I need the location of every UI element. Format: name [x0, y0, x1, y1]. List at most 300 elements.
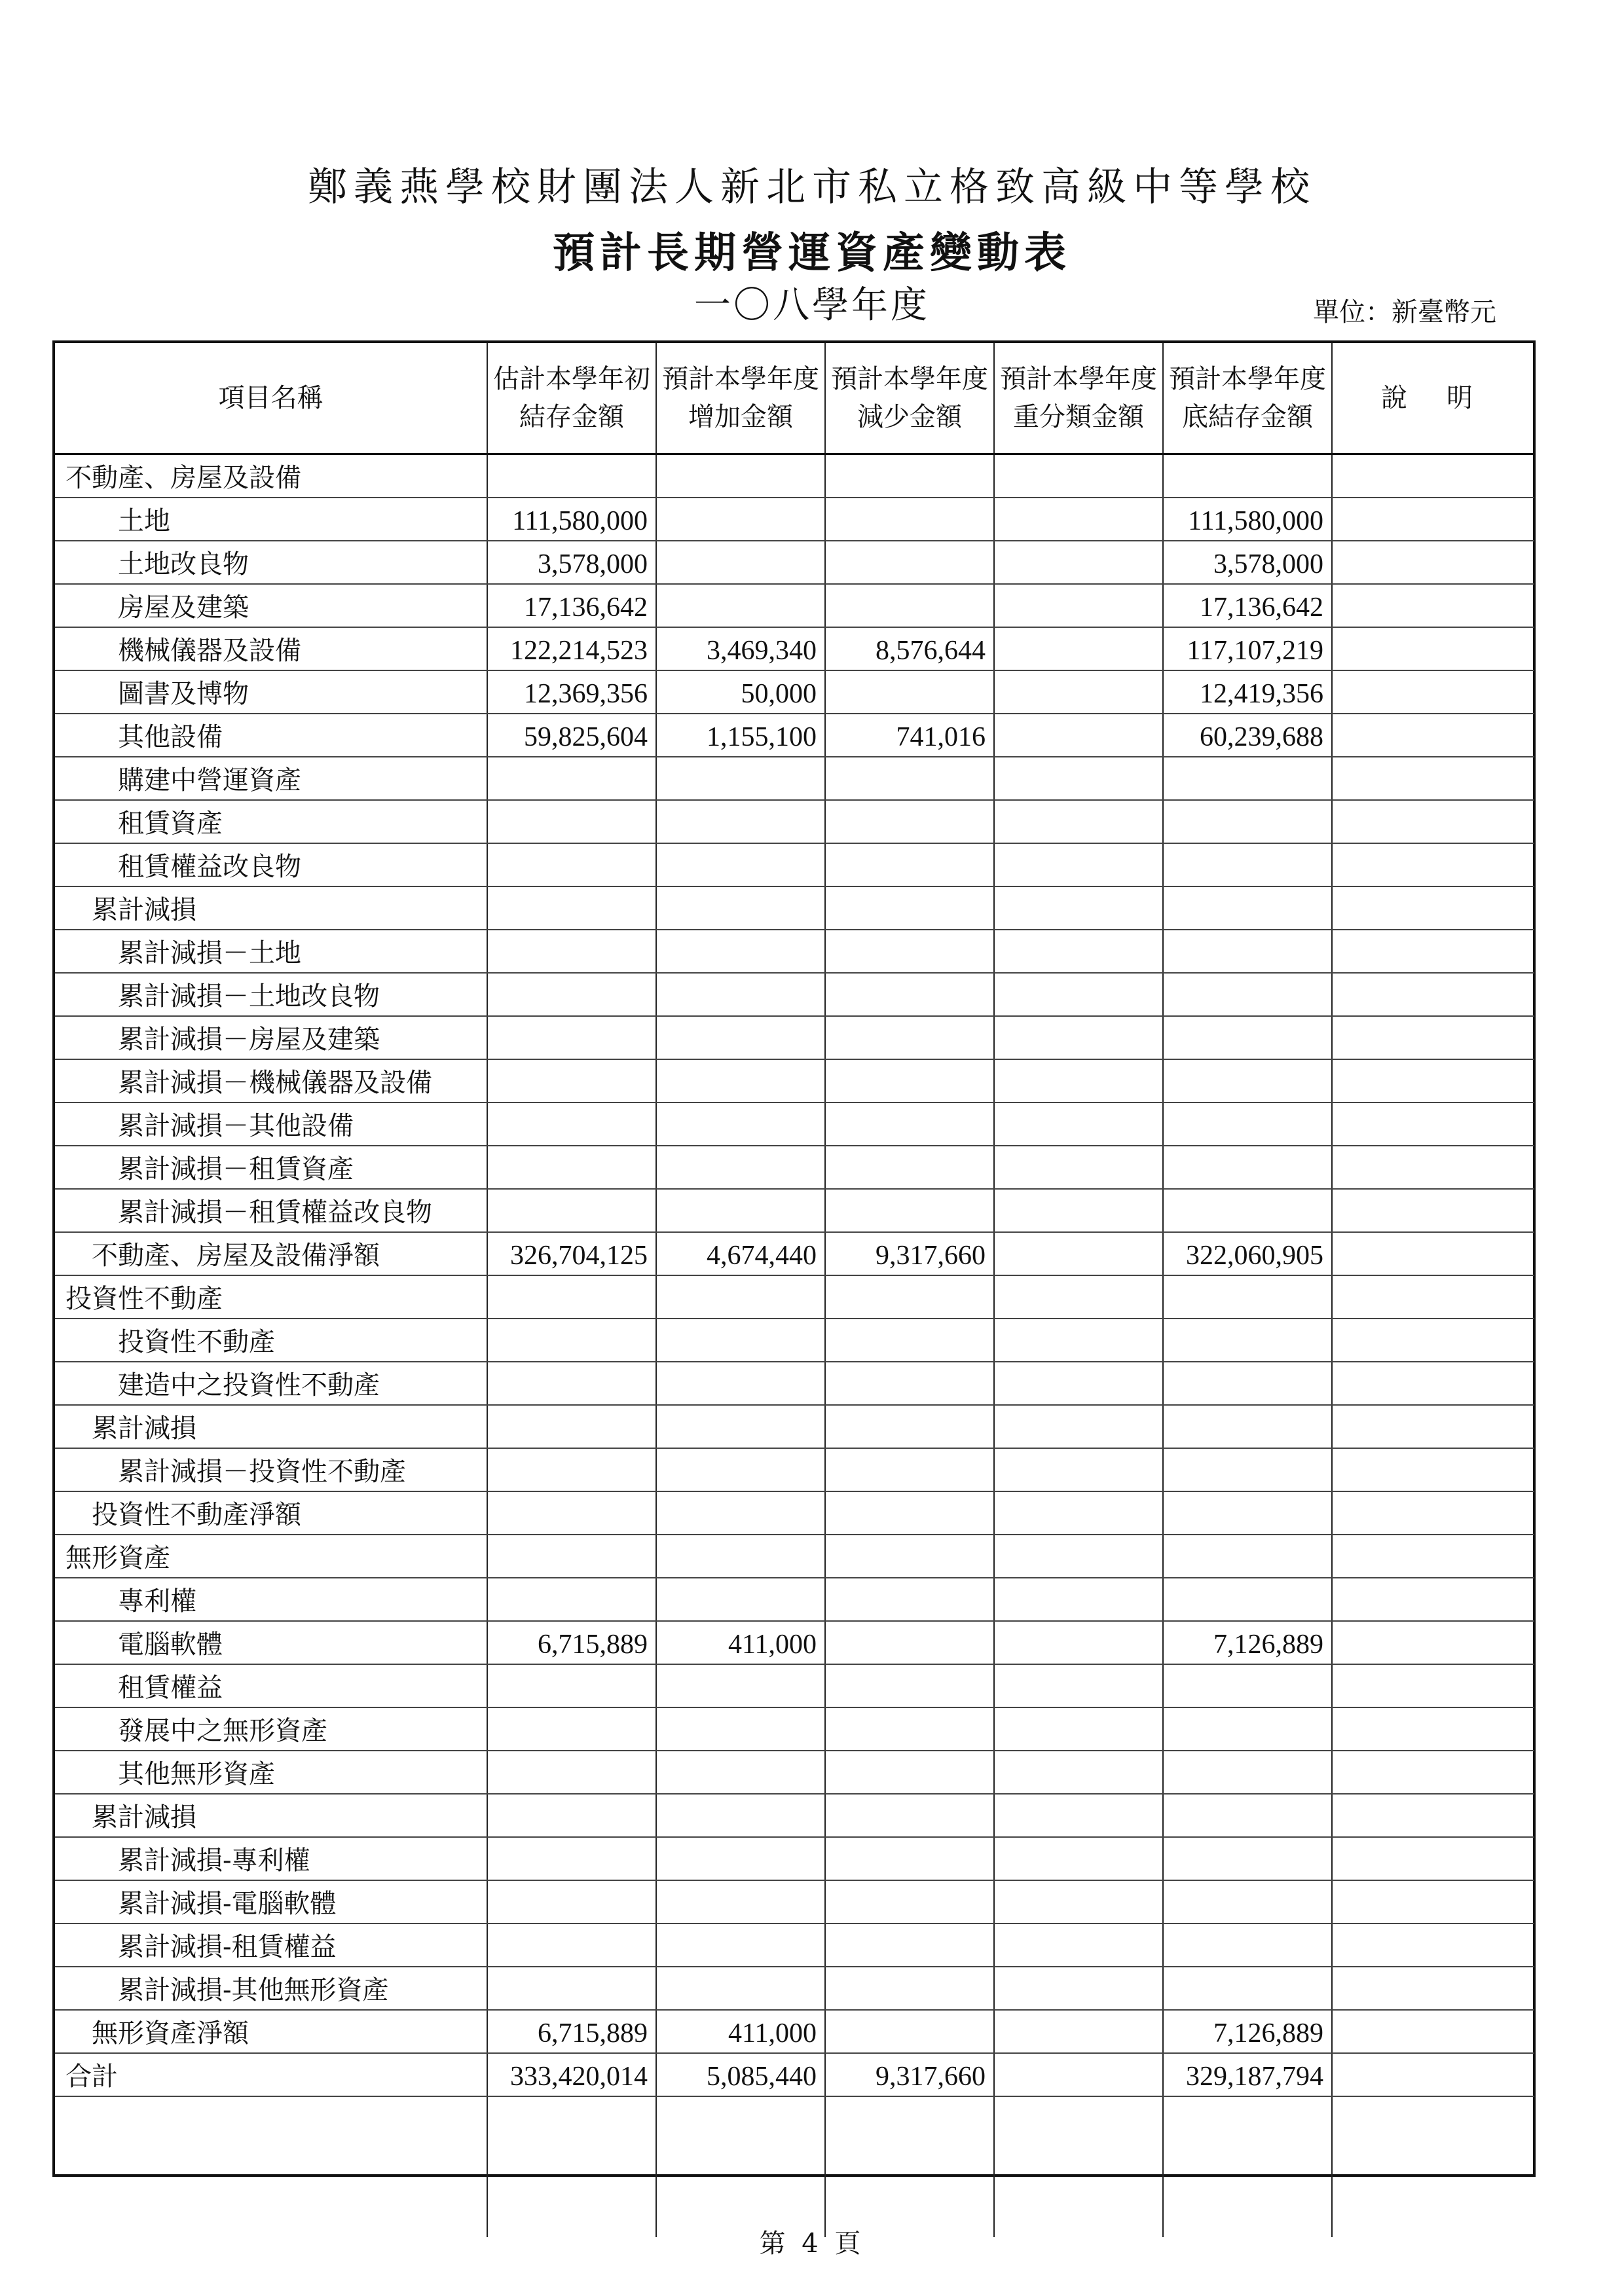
begin-amount-cell: 111,580,000 [487, 498, 656, 541]
reclass-amount-cell [994, 1967, 1163, 2010]
empty-cell [1163, 2096, 1332, 2237]
decrease-amount-cell [825, 1189, 994, 1232]
decrease-amount-cell [825, 1275, 994, 1319]
end-amount-cell [1163, 843, 1332, 886]
end-amount-cell: 7,126,889 [1163, 2010, 1332, 2053]
decrease-amount-cell [825, 1059, 994, 1102]
asset-change-table [52, 340, 1536, 2177]
increase-amount-cell: 5,085,440 [656, 2053, 825, 2096]
end-amount-cell [1163, 886, 1332, 930]
begin-amount-cell [487, 1880, 656, 1923]
decrease-amount-cell [825, 1405, 994, 1448]
empty-cell [825, 2096, 994, 2237]
note-amount-cell [1332, 1923, 1534, 1967]
increase-amount-cell [656, 843, 825, 886]
empty-cell [656, 2096, 825, 2237]
note-amount-cell [1332, 1189, 1534, 1232]
organization-name: 鄭義燕學校財團法人新北市私立格致高級中等學校 [308, 164, 1316, 210]
note-amount-cell [1332, 757, 1534, 800]
end-amount-cell: 3,578,000 [1163, 541, 1332, 584]
increase-amount-cell [656, 1923, 825, 1967]
begin-amount-cell [487, 1967, 656, 2010]
header-begin-balance [487, 343, 656, 454]
begin-amount-cell: 6,715,889 [487, 1621, 656, 1664]
begin-amount-cell [487, 800, 656, 843]
decrease-amount-cell [825, 1880, 994, 1923]
note-amount-cell [1332, 627, 1534, 670]
reclass-amount-cell [994, 1362, 1163, 1405]
decrease-amount-cell [825, 498, 994, 541]
header-line1: 預計本學年度 [1169, 364, 1326, 394]
increase-amount-cell [656, 1491, 825, 1535]
note-amount-cell [1332, 1405, 1534, 1448]
item-name-cell: 發展中之無形資產 [55, 1707, 487, 1751]
reclass-amount-cell [994, 757, 1163, 800]
item-name-cell: 投資性不動產淨額 [55, 1491, 487, 1535]
note-amount-cell [1332, 973, 1534, 1016]
end-amount-cell [1163, 1923, 1332, 1967]
increase-amount-cell: 50,000 [656, 670, 825, 714]
table-row [55, 1837, 1534, 1880]
end-amount-cell: 60,239,688 [1163, 714, 1332, 757]
reclass-amount-cell [994, 1319, 1163, 1362]
end-amount-cell [1163, 1405, 1332, 1448]
table-row [55, 800, 1534, 843]
begin-amount-cell [487, 1362, 656, 1405]
increase-amount-cell [656, 584, 825, 627]
begin-amount-cell: 326,704,125 [487, 1232, 656, 1275]
end-amount-cell: 329,187,794 [1163, 2053, 1332, 2096]
reclass-amount-cell [994, 541, 1163, 584]
table-header-row [55, 343, 1534, 454]
end-amount-cell [1163, 1837, 1332, 1880]
note-amount-cell [1332, 800, 1534, 843]
table-row [55, 1275, 1534, 1319]
note-amount-cell [1332, 1059, 1534, 1102]
begin-amount-cell [487, 930, 656, 973]
end-amount-cell: 17,136,642 [1163, 584, 1332, 627]
begin-amount-cell [487, 757, 656, 800]
begin-amount-cell [487, 1102, 656, 1146]
increase-amount-cell [656, 1319, 825, 1362]
table-row [55, 973, 1534, 1016]
increase-amount-cell [656, 886, 825, 930]
item-name-cell: 無形資產 [55, 1535, 487, 1578]
increase-amount-cell: 3,469,340 [656, 627, 825, 670]
reclass-amount-cell [994, 1448, 1163, 1491]
note-amount-cell [1332, 1232, 1534, 1275]
note-amount-cell [1332, 1880, 1534, 1923]
decrease-amount-cell [825, 1578, 994, 1621]
note-amount-cell [1332, 498, 1534, 541]
header-description [1332, 343, 1534, 454]
begin-amount-cell [487, 1319, 656, 1362]
table-row [55, 714, 1534, 757]
decrease-amount-cell [825, 1448, 994, 1491]
note-amount-cell [1332, 1794, 1534, 1837]
reclass-amount-cell [994, 973, 1163, 1016]
increase-amount-cell [656, 800, 825, 843]
decrease-amount-cell [825, 800, 994, 843]
note-amount-cell [1332, 2053, 1534, 2096]
item-name-cell: 電腦軟體 [55, 1621, 487, 1664]
report-title: 預計長期營運資產變動表 [553, 228, 1071, 278]
begin-amount-cell [487, 1189, 656, 1232]
item-name-cell: 建造中之投資性不動產 [55, 1362, 487, 1405]
item-name-cell: 累計減損－租賃權益改良物 [55, 1189, 487, 1232]
item-name-cell: 投資性不動產 [55, 1319, 487, 1362]
decrease-amount-cell: 9,317,660 [825, 2053, 994, 2096]
begin-amount-cell: 12,369,356 [487, 670, 656, 714]
decrease-amount-cell [825, 973, 994, 1016]
table-row [55, 1319, 1534, 1362]
table-row [55, 1362, 1534, 1405]
item-name-cell: 其他無形資產 [55, 1751, 487, 1794]
begin-amount-cell [487, 454, 656, 498]
reclass-amount-cell [994, 1751, 1163, 1794]
reclass-amount-cell [994, 1664, 1163, 1707]
note-amount-cell [1332, 584, 1534, 627]
note-amount-cell [1332, 1146, 1534, 1189]
increase-amount-cell [656, 1837, 825, 1880]
reclass-amount-cell [994, 843, 1163, 886]
item-name-cell: 累計減損－土地改良物 [55, 973, 487, 1016]
decrease-amount-cell [825, 1535, 994, 1578]
note-amount-cell [1332, 1016, 1534, 1059]
begin-amount-cell [487, 1059, 656, 1102]
reclass-amount-cell [994, 1535, 1163, 1578]
decrease-amount-cell [825, 670, 994, 714]
note-amount-cell [1332, 1707, 1534, 1751]
end-amount-cell [1163, 1189, 1332, 1232]
item-name-cell: 房屋及建築 [55, 584, 487, 627]
increase-amount-cell [656, 930, 825, 973]
decrease-amount-cell [825, 1751, 994, 1794]
increase-amount-cell [656, 1405, 825, 1448]
item-name-cell: 累計減損-租賃權益 [55, 1923, 487, 1967]
begin-amount-cell: 122,214,523 [487, 627, 656, 670]
decrease-amount-cell [825, 757, 994, 800]
end-amount-cell: 7,126,889 [1163, 1621, 1332, 1664]
currency-unit: 單位：新臺幣元 [1313, 297, 1496, 327]
end-amount-cell [1163, 973, 1332, 1016]
item-name-cell: 累計減損－土地 [55, 930, 487, 973]
begin-amount-cell: 333,420,014 [487, 2053, 656, 2096]
item-name-cell: 專利權 [55, 1578, 487, 1621]
item-name-cell: 土地 [55, 498, 487, 541]
increase-amount-cell [656, 1751, 825, 1794]
item-name-cell: 累計減損－機械儀器及設備 [55, 1059, 487, 1102]
increase-amount-cell [656, 541, 825, 584]
increase-amount-cell: 4,674,440 [656, 1232, 825, 1275]
header-item-name [55, 343, 487, 454]
end-amount-cell: 117,107,219 [1163, 627, 1332, 670]
decrease-amount-cell [825, 1016, 994, 1059]
decrease-amount-cell: 741,016 [825, 714, 994, 757]
header-line2: 重分類金額 [1013, 402, 1144, 432]
reclass-amount-cell [994, 1275, 1163, 1319]
reclass-amount-cell [994, 1146, 1163, 1189]
page-number: 第 4 頁 [759, 2229, 865, 2259]
end-amount-cell [1163, 1794, 1332, 1837]
item-name-cell: 投資性不動產 [55, 1275, 487, 1319]
table-row [55, 1016, 1534, 1059]
table-row [55, 1967, 1534, 2010]
end-amount-cell [1163, 1751, 1332, 1794]
decrease-amount-cell [825, 1621, 994, 1664]
item-name-cell: 累計減損 [55, 1405, 487, 1448]
end-amount-cell [1163, 1535, 1332, 1578]
end-amount-cell [1163, 1967, 1332, 2010]
table-body [55, 454, 1534, 2238]
decrease-amount-cell [825, 886, 994, 930]
table-row [55, 627, 1534, 670]
note-amount-cell [1332, 1751, 1534, 1794]
increase-amount-cell [656, 1535, 825, 1578]
reclass-amount-cell [994, 886, 1163, 930]
end-amount-cell [1163, 1146, 1332, 1189]
decrease-amount-cell [825, 584, 994, 627]
end-amount-cell [1163, 1016, 1332, 1059]
reclass-amount-cell [994, 1102, 1163, 1146]
note-amount-cell [1332, 1275, 1534, 1319]
table-row [55, 454, 1534, 498]
item-name-cell: 不動產、房屋及設備 [55, 454, 487, 498]
item-name-cell: 累計減損-電腦軟體 [55, 1880, 487, 1923]
item-name-cell: 合計 [55, 2053, 487, 2096]
note-amount-cell [1332, 1102, 1534, 1146]
reclass-amount-cell [994, 454, 1163, 498]
begin-amount-cell [487, 1837, 656, 1880]
end-amount-cell [1163, 1707, 1332, 1751]
note-amount-cell [1332, 1491, 1534, 1535]
end-amount-cell: 322,060,905 [1163, 1232, 1332, 1275]
reclass-amount-cell [994, 1707, 1163, 1751]
table-row [55, 1448, 1534, 1491]
increase-amount-cell: 411,000 [656, 1621, 825, 1664]
increase-amount-cell [656, 1275, 825, 1319]
increase-amount-cell [656, 1967, 825, 2010]
table-row [55, 1707, 1534, 1751]
begin-amount-cell [487, 973, 656, 1016]
item-name-cell: 累計減損 [55, 1794, 487, 1837]
begin-amount-cell [487, 1146, 656, 1189]
increase-amount-cell [656, 1362, 825, 1405]
item-name-cell: 累計減損－房屋及建築 [55, 1016, 487, 1059]
table-row [55, 1751, 1534, 1794]
end-amount-cell [1163, 1578, 1332, 1621]
end-amount-cell [1163, 1275, 1332, 1319]
header-line1: 預計本學年度 [831, 364, 988, 394]
item-name-cell: 累計減損－租賃資產 [55, 1146, 487, 1189]
note-amount-cell [1332, 843, 1534, 886]
note-amount-cell [1332, 1535, 1534, 1578]
item-name-cell: 不動產、房屋及設備淨額 [55, 1232, 487, 1275]
end-amount-cell [1163, 800, 1332, 843]
begin-amount-cell [487, 843, 656, 886]
decrease-amount-cell [825, 1362, 994, 1405]
note-amount-cell [1332, 541, 1534, 584]
end-amount-cell [1163, 1102, 1332, 1146]
begin-amount-cell [487, 1491, 656, 1535]
decrease-amount-cell [825, 843, 994, 886]
header-line2: 底結存金額 [1182, 402, 1313, 432]
header-increase [656, 343, 825, 454]
reclass-amount-cell [994, 1880, 1163, 1923]
reclass-amount-cell [994, 2053, 1163, 2096]
increase-amount-cell [656, 973, 825, 1016]
note-amount-cell [1332, 454, 1534, 498]
end-amount-cell [1163, 1491, 1332, 1535]
table-row [55, 1880, 1534, 1923]
note-amount-cell [1332, 2010, 1534, 2053]
decrease-amount-cell [825, 541, 994, 584]
note-amount-cell [1332, 1448, 1534, 1491]
increase-amount-cell: 1,155,100 [656, 714, 825, 757]
table-row [55, 1578, 1534, 1621]
begin-amount-cell [487, 1923, 656, 1967]
reclass-amount-cell [994, 1016, 1163, 1059]
item-name-cell: 租賃資產 [55, 800, 487, 843]
reclass-amount-cell [994, 1189, 1163, 1232]
reclass-amount-cell [994, 584, 1163, 627]
end-amount-cell [1163, 454, 1332, 498]
note-amount-cell [1332, 1319, 1534, 1362]
header-end-balance [1163, 343, 1332, 454]
increase-amount-cell [656, 1102, 825, 1146]
table-row [55, 843, 1534, 886]
decrease-amount-cell [825, 1837, 994, 1880]
increase-amount-cell [656, 1707, 825, 1751]
end-amount-cell: 111,580,000 [1163, 498, 1332, 541]
header-reclass [994, 343, 1163, 454]
table-row [55, 886, 1534, 930]
increase-amount-cell [656, 1059, 825, 1102]
decrease-amount-cell [825, 454, 994, 498]
table-row [55, 670, 1534, 714]
note-amount-cell [1332, 886, 1534, 930]
begin-amount-cell [487, 1794, 656, 1837]
table-row [55, 1405, 1534, 1448]
reclass-amount-cell [994, 1491, 1163, 1535]
table-row [55, 541, 1534, 584]
reclass-amount-cell [994, 1578, 1163, 1621]
note-amount-cell [1332, 930, 1534, 973]
header-line2: 減少金額 [857, 402, 962, 432]
increase-amount-cell [656, 498, 825, 541]
empty-cell [55, 2096, 487, 2237]
note-amount-cell [1332, 1967, 1534, 2010]
reclass-amount-cell [994, 1059, 1163, 1102]
begin-amount-cell [487, 1448, 656, 1491]
decrease-amount-cell [825, 1967, 994, 2010]
begin-amount-cell [487, 1707, 656, 1751]
end-amount-cell [1163, 930, 1332, 973]
table-row [55, 1232, 1534, 1275]
note-amount-cell [1332, 670, 1534, 714]
decrease-amount-cell [825, 2010, 994, 2053]
header-line2: 增加金額 [688, 402, 793, 432]
item-name-cell: 累計減損-其他無形資產 [55, 1967, 487, 2010]
header-item-name-label: 項目名稱 [218, 383, 323, 413]
table-row [55, 1189, 1534, 1232]
increase-amount-cell [656, 454, 825, 498]
table-row [55, 1059, 1534, 1102]
header-line2: 結存金額 [519, 402, 624, 432]
reclass-amount-cell [994, 2010, 1163, 2053]
begin-amount-cell [487, 1405, 656, 1448]
table-row [55, 930, 1534, 973]
reclass-amount-cell [994, 1232, 1163, 1275]
header-description-label: 說明 [1381, 383, 1512, 413]
note-amount-cell [1332, 1362, 1534, 1405]
end-amount-cell [1163, 1664, 1332, 1707]
increase-amount-cell: 411,000 [656, 2010, 825, 2053]
item-name-cell: 機械儀器及設備 [55, 627, 487, 670]
reclass-amount-cell [994, 498, 1163, 541]
table-row [55, 1794, 1534, 1837]
table-filler-row [55, 2096, 1534, 2237]
begin-amount-cell [487, 1535, 656, 1578]
table-row [55, 1664, 1534, 1707]
decrease-amount-cell [825, 1102, 994, 1146]
item-name-cell: 累計減損－其他設備 [55, 1102, 487, 1146]
empty-cell [487, 2096, 656, 2237]
table-row [55, 1491, 1534, 1535]
end-amount-cell [1163, 757, 1332, 800]
reclass-amount-cell [994, 1837, 1163, 1880]
increase-amount-cell [656, 1578, 825, 1621]
table-row [55, 2010, 1534, 2053]
item-name-cell: 土地改良物 [55, 541, 487, 584]
begin-amount-cell [487, 1016, 656, 1059]
item-name-cell: 圖書及博物 [55, 670, 487, 714]
decrease-amount-cell [825, 1146, 994, 1189]
end-amount-cell [1163, 1059, 1332, 1102]
reclass-amount-cell [994, 627, 1163, 670]
increase-amount-cell [656, 1794, 825, 1837]
decrease-amount-cell [825, 1664, 994, 1707]
reclass-amount-cell [994, 714, 1163, 757]
table-row [55, 1621, 1534, 1664]
begin-amount-cell [487, 1578, 656, 1621]
item-name-cell: 租賃權益改良物 [55, 843, 487, 886]
reclass-amount-cell [994, 930, 1163, 973]
increase-amount-cell [656, 1146, 825, 1189]
table-row [55, 1535, 1534, 1578]
begin-amount-cell [487, 886, 656, 930]
item-name-cell: 無形資產淨額 [55, 2010, 487, 2053]
increase-amount-cell [656, 1189, 825, 1232]
table-row [55, 1146, 1534, 1189]
table-row [55, 498, 1534, 541]
item-name-cell: 累計減損 [55, 886, 487, 930]
item-name-cell: 購建中營運資產 [55, 757, 487, 800]
increase-amount-cell [656, 1880, 825, 1923]
increase-amount-cell [656, 1448, 825, 1491]
end-amount-cell [1163, 1880, 1332, 1923]
decrease-amount-cell [825, 930, 994, 973]
note-amount-cell [1332, 1837, 1534, 1880]
empty-cell [1332, 2096, 1534, 2237]
begin-amount-cell [487, 1275, 656, 1319]
header-line1: 預計本學年度 [662, 364, 819, 394]
note-amount-cell [1332, 714, 1534, 757]
decrease-amount-cell [825, 1491, 994, 1535]
decrease-amount-cell [825, 1794, 994, 1837]
item-name-cell: 其他設備 [55, 714, 487, 757]
decrease-amount-cell [825, 1707, 994, 1751]
